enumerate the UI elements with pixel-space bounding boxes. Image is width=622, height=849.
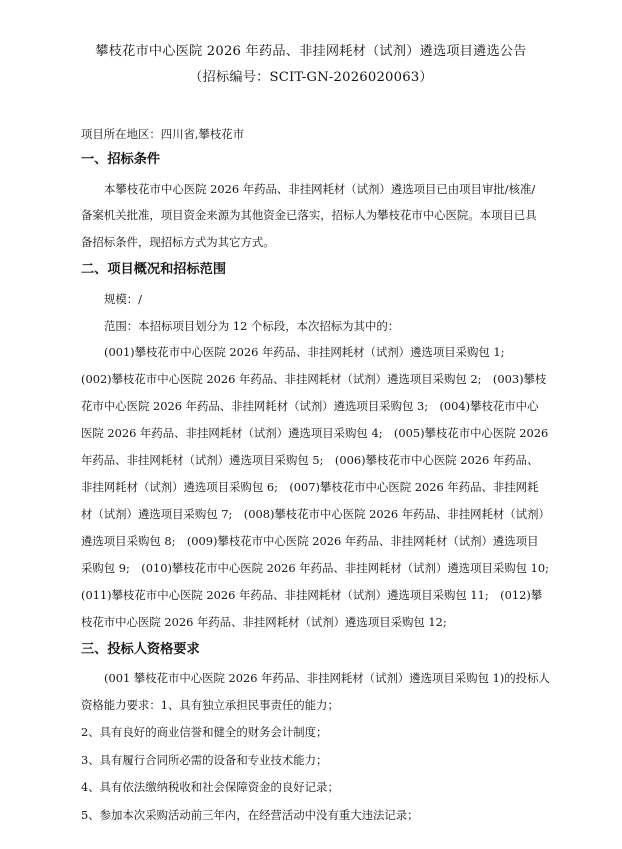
lot-line: 花市中心医院 2026 年药品、非挂网耗材（试剂）遴选项目采购包 3; (004)攀枝花市中心 — [81, 399, 539, 413]
qualification-line: 2、具有良好的商业信誉和健全的财务会计制度； — [81, 725, 328, 739]
section-2-heading: 二、项目概况和招标范围 — [81, 262, 227, 277]
document-title: 攀枝花市中心医院 2026 年药品、非挂网耗材（试剂）遴选项目遴选公告 — [95, 44, 527, 59]
qualification-line: 资格能力要求：1、具有独立承担民事责任的能力； — [81, 698, 339, 712]
project-scope: 范围：本招标项目划分为 12 个标段，本次招标为其中的： — [104, 319, 400, 333]
lot-line: 采购包 9; (010)攀枝花市中心医院 2026 年药品、非挂网耗材（试剂）遴选项目采购包 10; — [81, 561, 550, 575]
project-scale: 规模：/ — [104, 292, 143, 306]
section-3-heading: 三、投标人资格要求 — [81, 642, 200, 657]
section-1-heading: 一、招标条件 — [81, 152, 161, 167]
lot-line: 遴选项目采购包 8; (009)攀枝花市中心医院 2026 年药品、非挂网耗材（试剂）遴选项目 — [81, 534, 539, 548]
project-region: 项目所在地区：四川省,攀枝花市 — [81, 127, 245, 141]
lot-line: (011)攀枝花市中心医院 2026 年药品、非挂网耗材（试剂）遴选项目采购包 11; (012)攀 — [81, 588, 543, 602]
lot-line: 非挂网耗材（试剂）遴选项目采购包 6; (007)攀枝花市中心医院 2026 年药品、非挂网耗 — [81, 480, 539, 494]
lot-line: 材（试剂）遴选项目采购包 7; (008)攀枝花市中心医院 2026 年药品、非挂网耗材（试剂） — [81, 507, 550, 521]
qualification-line: (001 攀枝花市中心医院 2026 年药品、非挂网耗材（试剂）遴选项目采购包 1)的投标人 — [104, 671, 550, 685]
section-1-line: 备招标条件，现招标方式为其它方式。 — [81, 235, 275, 249]
lot-line: (002)攀枝花市中心医院 2026 年药品、非挂网耗材（试剂）遴选项目采购包 2; (003)攀枝 — [81, 372, 547, 386]
qualification-line: 4、具有依法缴纳税收和社会保障资金的良好记录； — [81, 780, 339, 794]
section-1-line: 备案机关批准，项目资金来源为其他资金已落实，招标人为攀枝花市中心医院。本项目已具 — [81, 208, 537, 222]
lot-line: (001)攀枝花市中心医院 2026 年药品、非挂网耗材（试剂）遴选项目采购包 1; — [104, 345, 505, 359]
qualification-line: 5、参加本次采购活动前三年内，在经营活动中没有重大违法记录； — [81, 808, 419, 822]
section-1-line: 本攀枝花市中心医院 2026 年药品、非挂网耗材（试剂）遴选项目已由项目审批/核准/ — [104, 182, 536, 196]
qualification-line: 3、具有履行合同所必需的设备和专业技术能力； — [81, 753, 328, 767]
lot-line: 枝花市中心医院 2026 年药品、非挂网耗材（试剂）遴选项目采购包 12; — [81, 615, 447, 629]
tender-code: （招标编号：SCIT-GN-2026020063） — [189, 70, 433, 85]
lot-line: 年药品、非挂网耗材（试剂）遴选项目采购包 5; (006)攀枝花市中心医院 2026 年药品、 — [81, 453, 539, 467]
lot-line: 医院 2026 年药品、非挂网耗材（试剂）遴选项目采购包 4; (005)攀枝花市中心医院 2026 — [81, 426, 549, 440]
